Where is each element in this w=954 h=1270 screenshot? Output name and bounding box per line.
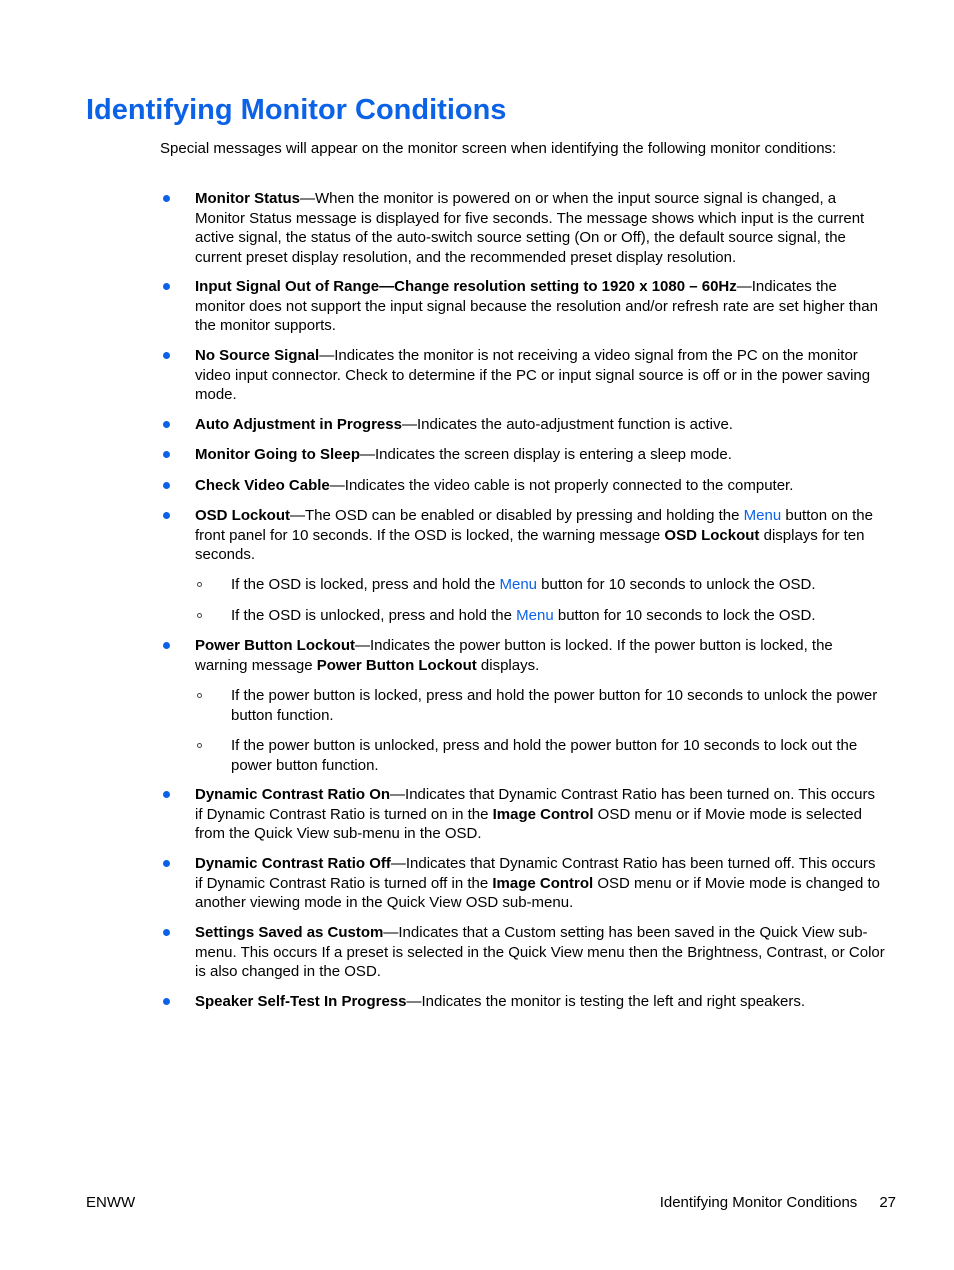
item-text: OSD menu or if Movie mode is changed to another viewing mode in the Quick View OSD sub-menu. xyxy=(195,874,881,911)
bullet-icon xyxy=(163,512,170,519)
item-text: —Indicates that Dynamic Contrast Ratio has been turned on. This occurs if Dynamic Contrast Ratio is turned on in the xyxy=(195,786,875,823)
bullet-icon xyxy=(163,860,170,867)
item-text: —When the monitor is powered on or when the input source signal is changed, a Monitor Status message is displayed for five seconds. The message shows which input is the current active signal, the status of the auto-switch source setting (On or Off), the default source signal, the current preset display resolution, and the recommended preset display resolution. xyxy=(195,190,865,266)
menu-button-ref: Menu xyxy=(743,507,782,524)
list-item xyxy=(195,992,885,1012)
menu-button-ref: Menu xyxy=(499,576,538,593)
item-term: No Source Signal xyxy=(195,347,320,364)
bullet-icon xyxy=(163,791,170,798)
sub-bullet-icon xyxy=(197,582,202,587)
bullet-icon xyxy=(163,482,170,489)
list-item xyxy=(195,476,885,496)
bullet-icon xyxy=(163,929,170,936)
item-term: Dynamic Contrast Ratio Off xyxy=(195,855,391,872)
footer-right xyxy=(660,1193,896,1212)
item-text: —Indicates the video cable is not properly connected to the computer. xyxy=(329,477,794,494)
item-term: Input Signal Out of Range—Change resolution setting to 1920 x 1080 – 60Hz xyxy=(195,278,737,295)
item-text: If the OSD is unlocked, press and hold the xyxy=(231,607,517,624)
sub-list-item xyxy=(231,575,885,595)
list-item xyxy=(195,277,885,336)
item-text: —Indicates the monitor does not support the input signal because the resolution and/or refresh rate are set higher than the monitor supports. xyxy=(195,278,878,334)
item-text: —Indicates that Dynamic Contrast Ratio has been turned off. This occurs if Dynamic Contrast Ratio is turned off in the xyxy=(195,855,876,892)
item-text: displays for ten seconds. xyxy=(195,526,865,563)
item-term: Check Video Cable xyxy=(195,477,330,494)
item-term: Auto Adjustment in Progress xyxy=(195,416,402,433)
footer-left: ENWW xyxy=(86,1194,136,1211)
list-item xyxy=(195,445,885,465)
item-term: Monitor Going to Sleep xyxy=(195,446,360,463)
item-text: displays. xyxy=(476,656,540,674)
item-text: If the OSD is locked, press and hold the xyxy=(231,576,500,593)
item-term: Dynamic Contrast Ratio On xyxy=(195,786,391,803)
item-text: button for 10 seconds to lock the OSD. xyxy=(553,607,816,624)
sub-list-item: If the power button is unlocked, press and hold the power button for 10 seconds to lock out the power button function. xyxy=(231,737,858,774)
list-item xyxy=(195,854,885,913)
intro-paragraph: Special messages will appear on the monitor screen when identifying the following monitor conditions: xyxy=(160,140,837,157)
item-term: OSD Lockout xyxy=(195,507,291,524)
sub-bullet-icon xyxy=(197,613,202,618)
bullet-icon xyxy=(163,421,170,428)
page-title: Identifying Monitor Conditions xyxy=(86,94,507,126)
list-item xyxy=(195,189,885,267)
item-text: button for 10 seconds to unlock the OSD. xyxy=(537,576,816,593)
bullet-icon xyxy=(163,451,170,458)
item-text: —Indicates the screen display is entering a sleep mode. xyxy=(360,446,732,463)
item-term: Settings Saved as Custom xyxy=(195,924,384,941)
item-text: —Indicates the monitor is not receiving a video signal from the PC on the monitor video input connector. Check to determine if the PC or input signal source is off or in the power saving mode. xyxy=(195,347,871,403)
item-text: —Indicates that a Custom setting has been saved in the Quick View sub-menu. This occurs If a preset is selected in the Quick View menu then the Brightness, Contrast, or Color is also changed in the OSD. xyxy=(195,924,885,980)
page-number: 27 xyxy=(879,1194,896,1211)
item-bold-text: Image Control xyxy=(492,874,594,892)
sub-bullet-icon xyxy=(197,693,202,698)
item-text: button on the front panel for 10 seconds. If the OSD is locked, the warning message xyxy=(195,507,873,544)
footer-section-title: Identifying Monitor Conditions xyxy=(659,1194,858,1211)
item-text: —The OSD can be enabled or disabled by pressing and holding the xyxy=(290,507,744,524)
list-item xyxy=(195,636,885,675)
list-item xyxy=(195,785,885,844)
bullet-icon xyxy=(163,352,170,359)
item-term: Speaker Self-Test In Progress xyxy=(195,993,407,1010)
list-item xyxy=(195,923,885,982)
bullet-icon xyxy=(163,998,170,1005)
bullet-icon xyxy=(163,642,170,649)
item-term: Monitor Status xyxy=(195,190,300,207)
item-term: Power Button Lockout xyxy=(195,637,355,654)
item-text: —Indicates the auto-adjustment function is active. xyxy=(401,416,733,433)
list-item xyxy=(195,506,885,565)
item-bold-text: Power Button Lockout xyxy=(316,656,477,674)
item-bold-text: OSD Lockout xyxy=(664,526,760,544)
item-text: —Indicates the monitor is testing the left and right speakers. xyxy=(406,993,806,1010)
sub-bullet-icon xyxy=(197,743,202,748)
item-text: —Indicates the power button is locked. If the power button is locked, the warning message xyxy=(195,637,833,674)
list-item xyxy=(195,346,885,405)
sub-list-item xyxy=(231,606,885,626)
menu-button-ref: Menu xyxy=(516,607,554,624)
list-item xyxy=(195,415,885,435)
sub-list-item: If the power button is locked, press and hold the power button for 10 seconds to unlock the power button function. xyxy=(231,687,878,724)
bullet-icon xyxy=(163,283,170,290)
bullet-icon xyxy=(163,195,170,202)
item-text: OSD menu or if Movie mode is selected from the Quick View sub-menu in the OSD. xyxy=(195,805,862,842)
item-bold-text: Image Control xyxy=(492,805,594,823)
